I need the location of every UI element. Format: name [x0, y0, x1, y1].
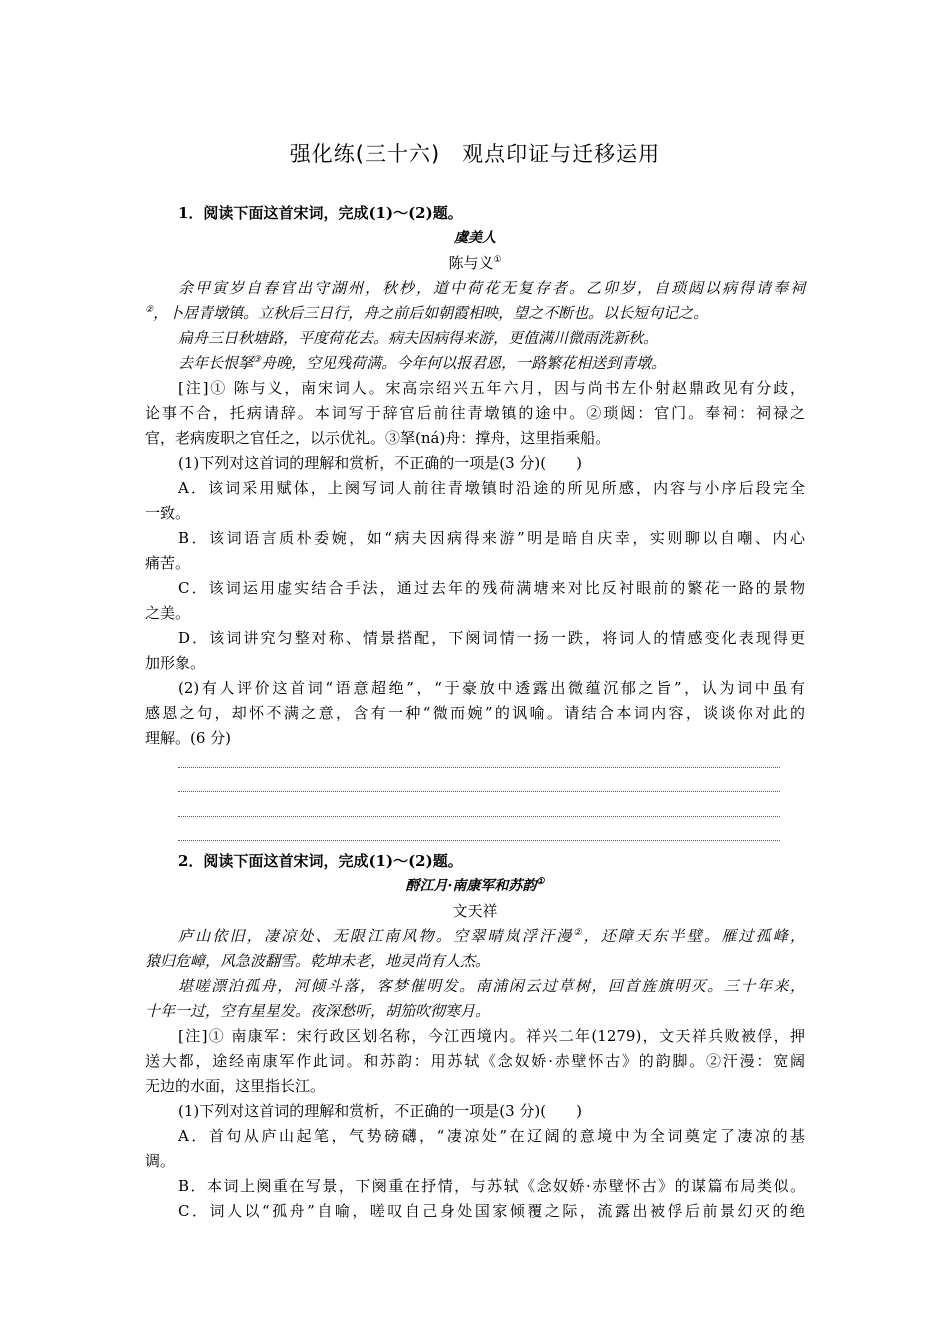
- poem-2-title: 酹江月·南康军和苏韵①: [405, 877, 545, 894]
- q1-option-b-line-2: 痛苦。: [145, 554, 191, 572]
- q2-sub1-stem: (1)下列对这首词的理解和赏析，不正确的一项是(3 分)( ): [178, 1102, 582, 1120]
- poem-1-preface-line-1: 余甲寅岁自春官出守湖州，秋杪，道中荷花无复存者。乙卯岁，自琐闼以病得请奉祠: [178, 279, 805, 297]
- poem-2-verse-2-line-1: 堪嗟漂泊孤舟，河倾斗落，客梦催明发。南浦闲云过草树，回首旌旗明灭。三十年来，: [178, 977, 805, 995]
- answer-line[interactable]: [178, 840, 780, 841]
- poem-2-notes-line-2: 送大都，途经南康军作此词。和苏韵：用苏轼《念奴娇·赤壁怀古》的韵脚。②汗漫：宽阔: [145, 1052, 805, 1070]
- poem-1-title: 虞美人: [454, 230, 496, 246]
- poem-2-notes-line-3: 无边的水面，这里指长江。: [145, 1077, 326, 1095]
- poem-2-author: 文天祥: [452, 902, 498, 920]
- q1-option-d-line-2: 加形象。: [145, 654, 206, 672]
- q2-option-a-line-2: 调。: [145, 1152, 176, 1170]
- poem-1-verse-1: 扁舟三日秋塘路，平度荷花去。病夫因病得来游，更值满川微雨洗新秋。: [178, 329, 659, 347]
- q1-option-d-line-1: D．该词讲究匀整对称、情景搭配，下阕词情一扬一跌，将词人的情感变化表现得更: [178, 629, 805, 647]
- q1-option-a-line-2: 一致。: [145, 504, 191, 522]
- q1-sub2-line-1: (2)有人评价这首词“语意超绝”，“于豪放中透露出微蕴沉郁之旨”，认为词中虽有: [178, 679, 805, 697]
- poem-1-notes-line-2: 论事不合，托病请辞。本词写于辞官后前往青墩镇的途中。②琐闼：官门。奉祠：祠禄之: [145, 404, 805, 422]
- question-2-stem: 2．阅读下面这首宋词，完成(1)～(2)题。: [178, 852, 463, 870]
- q2-option-a-line-1: A．首句从庐山起笔，气势磅礴，“凄凉处”在辽阔的意境中为全词奠定了凄凉的基: [178, 1127, 805, 1145]
- q2-option-b-line-1: B．本词上阕重在写景，下阕重在抒情，与苏轼《念奴娇·赤壁怀古》的谋篇布局类似。: [178, 1177, 805, 1195]
- question-1-stem: 1．阅读下面这首宋词，完成(1)～(2)题。: [178, 204, 463, 222]
- poem-2-verse-1-line-2: 猿归危嶂，风急波翻雪。乾坤未老，地灵尚有人杰。: [145, 952, 491, 970]
- q1-option-c-line-1: C．该词运用虚实结合手法，通过去年的残荷满塘来对比反衬眼前的繁花一路的景物: [178, 579, 805, 597]
- poem-2-verse-2-line-2: 十年一过，空有星星发。夜深愁听，胡笳吹彻寒月。: [145, 1002, 491, 1020]
- poem-1-author: 陈与义①: [448, 254, 502, 272]
- poem-1-verse-2: 去年长恨拏③舟晚，空见残荷满。今年何以报君恩，一路繁花相送到青墩。: [178, 354, 667, 372]
- poem-1-preface-line-2: ②，卜居青墩镇。立秋后三日行，舟之前后如朝霞相映，望之不断也。以长短句记之。: [145, 304, 709, 322]
- q1-option-b-line-1: B．该词语言质朴委婉，如“病夫因病得来游”明是暗自庆幸，实则聊以自嘲、内心: [178, 529, 805, 547]
- q1-sub2-line-2: 感恩之句，却怀不满之意，含有一种“微而婉”的讽喻。请结合本词内容，谈谈你对此的: [145, 704, 805, 722]
- q1-option-c-line-2: 之美。: [145, 604, 191, 622]
- poem-1-notes-line-3: 官，老病废职之官任之，以示优礼。③拏(ná)舟：撑舟，这里指乘船。: [145, 429, 611, 447]
- answer-line[interactable]: [178, 816, 780, 817]
- answer-line[interactable]: [178, 791, 780, 792]
- q1-sub2-line-3: 理解。(6 分): [145, 729, 232, 747]
- page-title: 强化练(三十六) 观点印证与迁移运用: [289, 142, 661, 166]
- q1-sub1-stem: (1)下列对这首词的理解和赏析，不正确的一项是(3 分)( ): [178, 454, 582, 472]
- poem-2-verse-1-line-1: 庐山依旧，凄凉处、无限江南风物。空翠晴岚浮汗漫②，还障天东半壁。雁过孤峰，: [178, 927, 805, 945]
- q2-option-c-line-1: C．词人以“孤舟”自喻，嗟叹自己身处国家倾覆之际，流露出被俘后前景幻灭的绝: [178, 1202, 805, 1220]
- answer-line[interactable]: [178, 767, 780, 768]
- q1-option-a-line-1: A．该词采用赋体，上阕写词人前往青墩镇时沿途的所见所感，内容与小序后段完全: [178, 479, 805, 497]
- poem-1-notes-line-1: [注]① 陈与义，南宋词人。宋高宗绍兴五年六月，因与尚书左仆射赵鼎政见有分歧，: [178, 379, 805, 397]
- poem-2-notes-line-1: [注]① 南康军：宋行政区划名称，今江西境内。祥兴二年(1279)，文天祥兵败被俘，押: [178, 1027, 805, 1045]
